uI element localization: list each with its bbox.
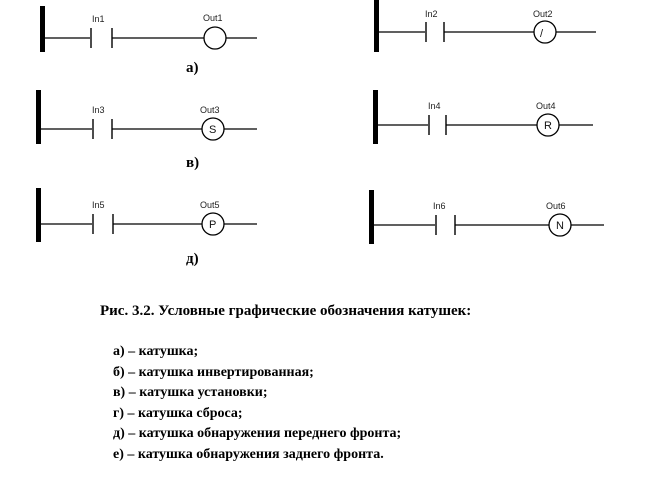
sublabel-d: д)	[186, 251, 199, 267]
legend-item: а) – катушка;	[113, 344, 199, 359]
coil-letter: /	[540, 28, 544, 40]
coil-letter: P	[209, 219, 217, 231]
coil-label: Out2	[533, 9, 553, 19]
power-rail	[36, 90, 41, 144]
rung-4	[373, 90, 593, 144]
contact-label: In4	[428, 101, 441, 111]
coil-symbol	[204, 27, 226, 49]
legend-item: б) – катушка инвертированная;	[113, 364, 314, 380]
contact-label: In3	[92, 105, 105, 115]
legend-item: д) – катушка обнаружения переднего фронта;	[113, 426, 402, 441]
rung-5	[36, 188, 257, 242]
power-rail	[36, 188, 41, 242]
sublabel-v: в)	[186, 155, 200, 171]
contact-label: In1	[92, 14, 105, 24]
contact-label: In2	[425, 9, 438, 19]
inverted-coil-symbol	[534, 21, 556, 43]
power-rail	[40, 6, 45, 52]
coil-label: Out3	[200, 105, 220, 115]
coil-letter: S	[209, 124, 217, 136]
rung-6	[369, 190, 604, 244]
coil-label: Out6	[546, 201, 566, 211]
coil-label: Out5	[200, 200, 220, 210]
legend-item: г) – катушка сброса;	[113, 405, 243, 421]
coil-label: Out1	[203, 13, 223, 23]
power-rail	[374, 0, 379, 52]
rung-3	[36, 90, 257, 144]
figure-caption: Рис. 3.2. Условные графические обозначения катушек:	[100, 303, 472, 319]
power-rail	[373, 90, 378, 144]
power-rail	[369, 190, 374, 244]
coil-label: Out4	[536, 101, 556, 111]
sublabel-a: а)	[186, 60, 199, 76]
coil-letter: R	[544, 120, 552, 132]
legend-item: в) – катушка установки;	[113, 385, 268, 400]
contact-label: In5	[92, 200, 105, 210]
contact-label: In6	[433, 201, 446, 211]
rung-2	[374, 0, 596, 52]
rung-1	[40, 6, 257, 52]
legend-item: е) – катушка обнаружения заднего фронта.	[113, 446, 384, 462]
legend-list	[113, 342, 401, 465]
coil-letter: N	[556, 220, 564, 232]
